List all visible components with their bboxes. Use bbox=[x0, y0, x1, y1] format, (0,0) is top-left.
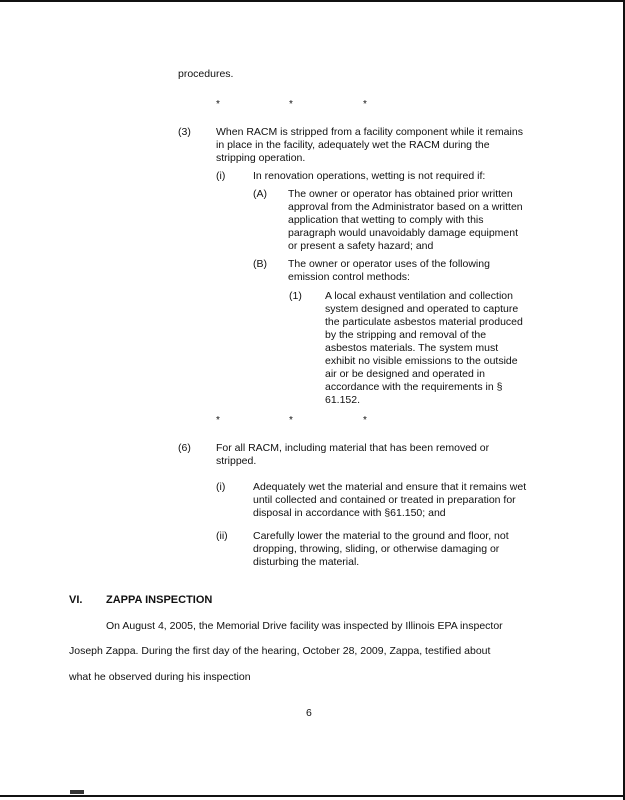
text-line: approval from the Administrator based on a written bbox=[288, 201, 523, 213]
text-line: dropping, throwing, sliding, or otherwise damaging or bbox=[253, 543, 500, 555]
ellipsis-star: * bbox=[363, 99, 367, 110]
item-3-B-text bbox=[288, 258, 490, 284]
item-6-i-text bbox=[253, 481, 526, 520]
item-3-i-number: (i) bbox=[216, 170, 226, 182]
text-line: accordance with the requirements in § bbox=[325, 381, 503, 393]
item-3-number: (3) bbox=[178, 126, 191, 138]
page-number: 6 bbox=[306, 707, 312, 719]
text-line: by the stripping and removal of the bbox=[325, 329, 487, 341]
text-line: When RACM is stripped from a facility component while it remains bbox=[216, 126, 523, 138]
paragraph-line: Joseph Zappa. During the first day of the hearing, October 28, 2009, Zappa, testified about bbox=[69, 645, 491, 657]
text-line: exhibit no visible emissions to the outside bbox=[325, 355, 518, 367]
text-line: application that wetting to comply with this bbox=[288, 214, 484, 226]
item-6-i-number: (i) bbox=[216, 481, 226, 493]
ellipsis-star: * bbox=[216, 99, 220, 110]
text-line: asbestos materials. The system must bbox=[325, 342, 499, 354]
ellipsis-star: * bbox=[216, 415, 220, 426]
text-line: stripping operation. bbox=[216, 152, 306, 164]
item-6-text bbox=[216, 442, 489, 468]
item-6-ii-number: (ii) bbox=[216, 530, 228, 542]
text-line: emission control methods: bbox=[288, 271, 410, 283]
text-line: disposal in accordance with §61.150; and bbox=[253, 507, 446, 519]
scan-mark bbox=[70, 790, 84, 794]
text-line: in place in the facility, adequately wet the RACM during the bbox=[216, 139, 490, 151]
paragraph-line: what he observed during his inspection bbox=[69, 671, 251, 683]
text-line: the particulate asbestos material produced bbox=[325, 316, 523, 328]
text-line: or present a safety hazard; and bbox=[288, 240, 434, 252]
text-line: For all RACM, including material that has been removed or bbox=[216, 442, 490, 454]
text-line: A local exhaust ventilation and collection bbox=[325, 290, 513, 302]
text-line: air or be designed and operated in bbox=[325, 368, 485, 380]
text-line: The owner or operator uses of the following bbox=[288, 258, 490, 270]
item-3-1-number: (1) bbox=[289, 290, 302, 302]
text-line: until collected and contained or treated in preparation for bbox=[253, 494, 516, 506]
item-3-text bbox=[216, 126, 523, 165]
ellipsis-star: * bbox=[363, 415, 367, 426]
section-number: VI. bbox=[69, 594, 83, 606]
text-line: disturbing the material. bbox=[253, 556, 360, 568]
ellipsis-star: * bbox=[289, 415, 293, 426]
item-3-B-number: (B) bbox=[253, 258, 267, 270]
item-3-A-number: (A) bbox=[253, 188, 267, 200]
item-3-1-text bbox=[325, 290, 523, 407]
paragraph-line: On August 4, 2005, the Memorial Drive facility was inspected by Illinois EPA inspector bbox=[106, 620, 503, 632]
text-line: stripped. bbox=[216, 455, 257, 467]
item-6-number: (6) bbox=[178, 442, 191, 454]
text-line: system designed and operated to capture bbox=[325, 303, 519, 315]
item-6-ii-text bbox=[253, 530, 509, 569]
item-3-A-text bbox=[288, 188, 523, 253]
section-title: ZAPPA INSPECTION bbox=[106, 594, 213, 606]
ellipsis-star: * bbox=[289, 99, 293, 110]
page-edge-bottom bbox=[0, 795, 625, 797]
text-line: The owner or operator has obtained prior written bbox=[288, 188, 513, 200]
text-line: Adequately wet the material and ensure that it remains wet bbox=[253, 481, 527, 493]
text-line: paragraph would unavoidably damage equipment bbox=[288, 227, 518, 239]
page-edge-top bbox=[0, 0, 625, 2]
intro-text: procedures. bbox=[178, 68, 234, 80]
text-line: 61.152. bbox=[325, 394, 361, 406]
item-3-i-text: In renovation operations, wetting is not required if: bbox=[253, 170, 486, 182]
text-line: Carefully lower the material to the ground and floor, not bbox=[253, 530, 509, 542]
